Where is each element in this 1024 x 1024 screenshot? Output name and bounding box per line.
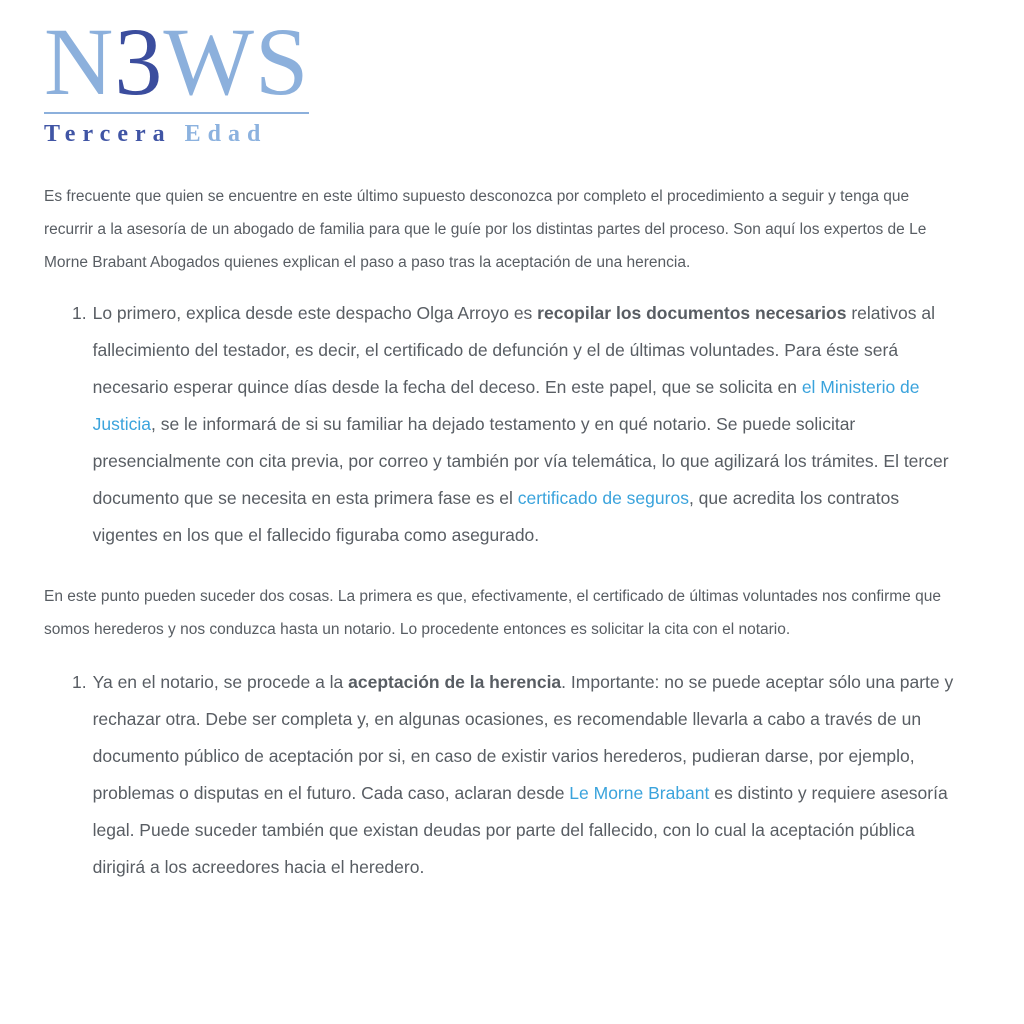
tagline-word: Edad [184, 121, 268, 147]
list-item [44, 664, 960, 886]
text-run: , se le informará de si su familiar ha dejado testamento y en qué notario. Se puede solicitar presencialmente con cita previa, por correo y también por vía telemática, lo que agilizará los trámites. El tercer documento que se necesita en esta primera fase es el [92, 414, 949, 508]
logo-tagline [44, 121, 309, 148]
site-logo[interactable] [44, 8, 310, 148]
text-run: relativos al fallecimiento del testador, es decir, el certificado de defunción y el de últimas voluntades. Para éste será necesario esperar quince días desde la fecha del deceso. En este papel, que se solicita en [92, 303, 935, 397]
logo-wordmark [44, 8, 310, 115]
logo-letter-group: N [44, 8, 115, 115]
bold-text: aceptación de la herencia [348, 672, 562, 692]
bold-text: recopilar los documentos necesarios [537, 303, 847, 323]
text-run: Lo primero, explica desde este despacho Olga Arroyo es [92, 303, 538, 323]
text-run: es distinto y requiere asesoría legal. Puede suceder también que existan deudas por parte del fallecido, con lo cual la aceptación pública dirigirá a los acreedores hacia el heredero. [92, 783, 948, 877]
inline-link[interactable]: Le Morne Brabant [569, 783, 710, 803]
list-item [44, 295, 960, 554]
list-item-text [93, 664, 960, 886]
transition-paragraph: En este punto pueden suceder dos cosas. La primera es que, efectivamente, el certificado de últimas voluntades nos confirme que somos herederos y nos conduzca hasta un notario. Lo procedente entonces es solicitar la cita con el notario. [44, 588, 941, 638]
article-body [44, 180, 960, 886]
text-run: Ya en el notario, se procede a la [92, 672, 349, 692]
ordered-list-notary [44, 664, 960, 886]
inline-link[interactable]: el Ministerio de Justicia [92, 377, 920, 434]
ordered-list-documents [44, 295, 960, 554]
list-item-number: 1. [72, 672, 87, 692]
text-run: . Importante: no se puede aceptar sólo una parte y rechazar otra. Debe ser completa y, en algunas ocasiones, es recomendable llevarla a cabo a través de un documento público de aceptación por si, en caso de existir varios herederos, pudieran darse, por ejemplo, problemas o disputas en el futuro. Cada caso, aclaran desde [92, 672, 954, 803]
list-item-text [93, 295, 960, 554]
intro-paragraph: Es frecuente que quien se encuentre en este último supuesto desconozca por completo el procedimiento a seguir y tenga que recurrir a la asesoría de un abogado de familia para que le guíe por los distintas partes del proceso. Son aquí los expertos de Le Morne Brabant Abogados quienes explican el paso a paso tras la aceptación de una herencia. [44, 188, 927, 271]
list-item-number: 1. [72, 303, 87, 323]
logo-letter-group: WS [163, 8, 310, 115]
inline-link[interactable]: certificado de seguros [517, 488, 689, 508]
text-run: , que acredita los contratos vigentes en los que el fallecido figuraba como asegurado. [92, 488, 900, 545]
tagline-word: Tercera [44, 121, 172, 147]
logo-letter-group: 3 [114, 8, 164, 115]
